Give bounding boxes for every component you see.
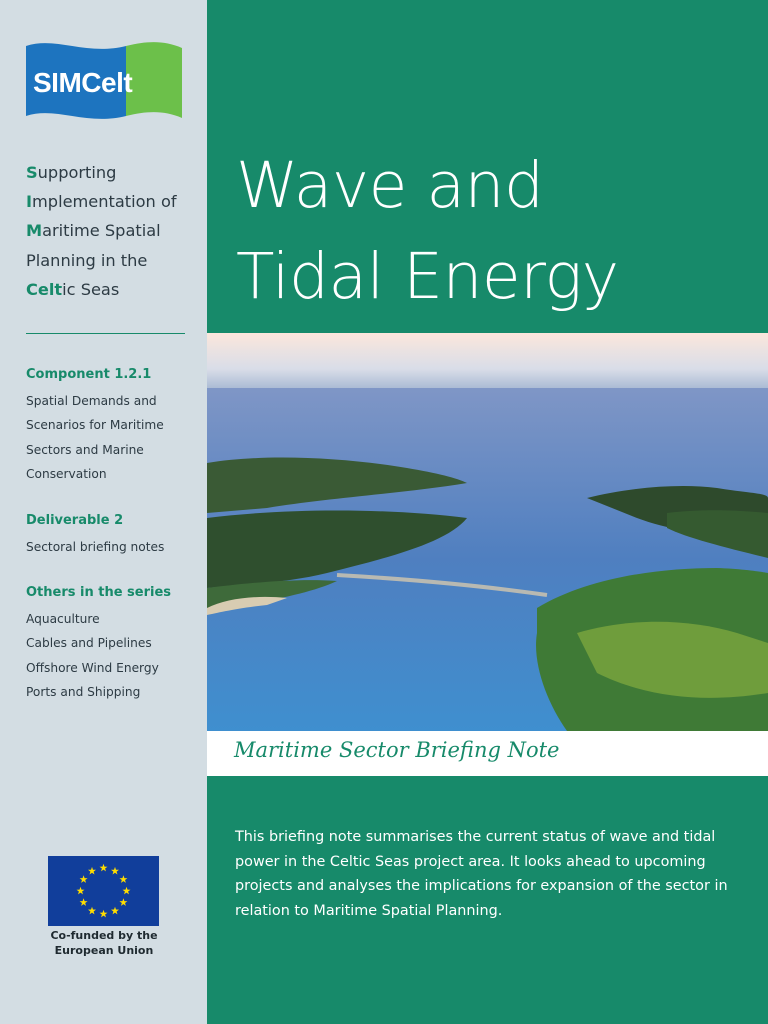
series-item: Offshore Wind Energy — [26, 660, 159, 675]
eu-star-icon — [123, 887, 131, 895]
sidebar — [0, 0, 207, 1024]
eu-star-icon — [80, 875, 88, 883]
banner-text: Maritime Sector Briefing Note — [234, 738, 560, 762]
component-title: Component 1.2.1 — [26, 367, 152, 382]
component-section — [26, 366, 201, 487]
eu-star-icon — [80, 898, 88, 906]
cover-photo — [207, 333, 768, 731]
deliverable-title: Deliverable 2 — [26, 513, 124, 528]
intro-paragraph: This briefing note summarises the current status of wave and tidal power in the Celtic Seas project area. It looks ahead to upcoming projects and analyses the implications for expansion of the sector in relation to Maritime Spatial Planning. — [235, 829, 728, 919]
page-title — [236, 140, 766, 322]
eu-caption-line: European Union — [54, 944, 154, 957]
series-section — [26, 584, 201, 705]
component-item: Conservation — [26, 467, 107, 482]
deliverable-item: Sectoral briefing notes — [26, 540, 165, 554]
eu-star-icon — [119, 875, 127, 883]
acronym-text — [26, 158, 201, 304]
acronym-line: Planning in the — [26, 250, 148, 270]
eu-star-icon — [111, 867, 119, 875]
eu-flag-icon — [48, 856, 159, 926]
acronym-line: Supporting — [26, 163, 117, 182]
series-item: Aquaculture — [26, 612, 100, 626]
title-line: Tidal Energy — [236, 240, 619, 313]
eu-star-icon — [100, 864, 108, 872]
eu-star-icon — [119, 898, 127, 906]
eu-caption — [30, 928, 178, 958]
acronym-line: Maritime Spatial — [26, 221, 161, 241]
eu-star-icon — [100, 910, 108, 918]
eu-star-icon — [111, 907, 119, 915]
component-item: Spatial Demands and — [26, 394, 157, 408]
eu-star-icon — [88, 907, 96, 915]
series-item: Cables and Pipelines — [26, 636, 152, 651]
acronym-line: Celtic Seas — [26, 279, 120, 299]
briefing-banner — [207, 731, 768, 776]
eu-caption-line: Co-funded by the — [50, 929, 158, 942]
eu-star-icon — [77, 887, 85, 895]
acronym-line: Implementation of — [26, 192, 177, 212]
logo-wordmark: SIMCelt — [33, 67, 133, 98]
title-line: Wave and — [236, 149, 544, 222]
sidebar-divider — [26, 333, 185, 334]
series-title: Others in the series — [26, 585, 172, 600]
component-item: Sectors and Marine — [26, 442, 144, 457]
coastal-aerial-image — [207, 333, 768, 731]
deliverable-section — [26, 512, 201, 559]
component-item: Scenarios for Maritime — [26, 418, 164, 433]
eu-star-icon — [88, 867, 96, 875]
simcelt-logo — [26, 42, 182, 124]
series-item: Ports and Shipping — [26, 685, 141, 700]
